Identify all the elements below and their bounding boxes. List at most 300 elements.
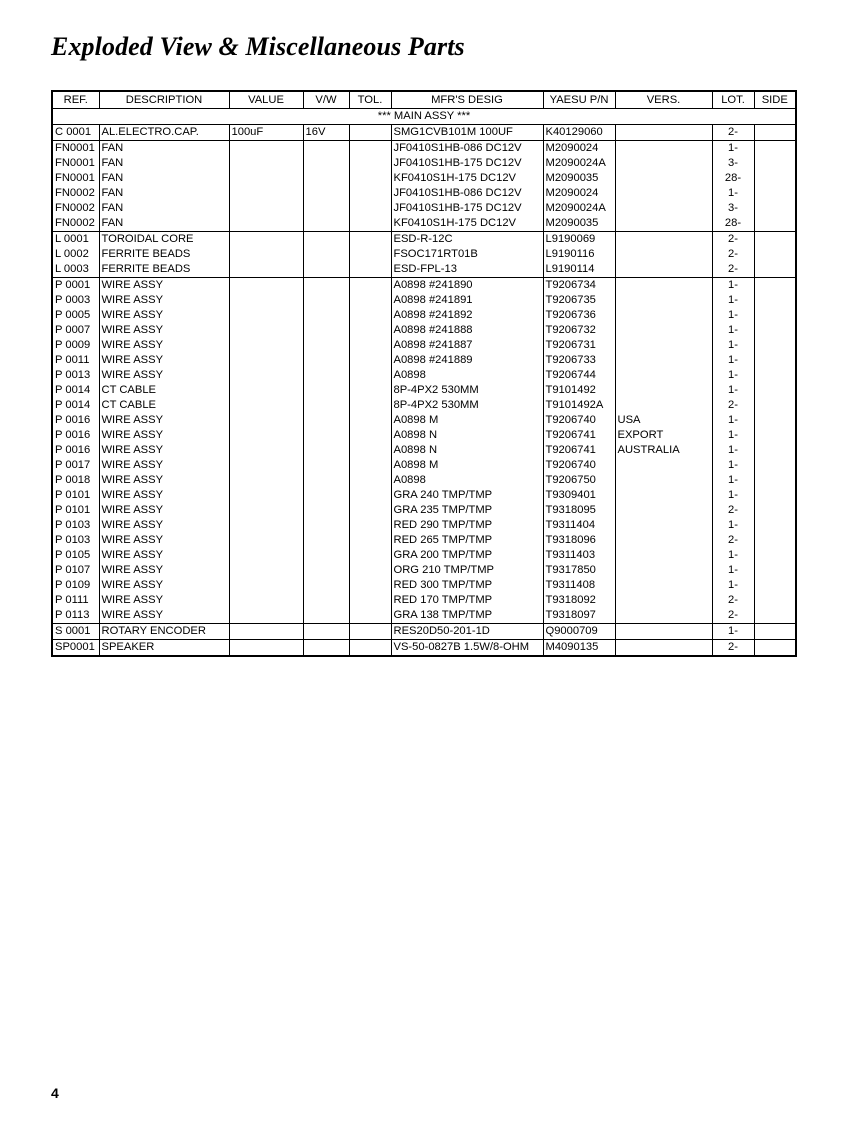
cell-mfr-desig: A0898 N bbox=[391, 443, 543, 458]
cell-vw bbox=[303, 533, 349, 548]
cell-vers bbox=[615, 201, 712, 216]
cell-value bbox=[229, 473, 303, 488]
cell-value bbox=[229, 368, 303, 383]
cell-vers bbox=[615, 533, 712, 548]
cell-mfr-desig: GRA 138 TMP/TMP bbox=[391, 608, 543, 624]
cell-ref: P 0011 bbox=[55, 354, 90, 366]
cell-yaesu-pn: T9206732 bbox=[543, 323, 615, 338]
cell-value bbox=[229, 443, 303, 458]
cell-ref: P 0013 bbox=[55, 369, 91, 381]
cell-ref: P 0103 bbox=[55, 534, 91, 546]
cell-yaesu-pn: T9318096 bbox=[543, 533, 615, 548]
table-row bbox=[52, 578, 796, 593]
cell-side bbox=[754, 262, 796, 278]
cell-value bbox=[229, 186, 303, 201]
cell-vw bbox=[303, 488, 349, 503]
cell-description: WIRE ASSY bbox=[99, 338, 229, 353]
cell-side bbox=[754, 640, 796, 657]
cell-lot: 2- bbox=[712, 640, 754, 657]
cell-yaesu-pn: T9206741 bbox=[543, 428, 615, 443]
cell-vw bbox=[303, 278, 349, 294]
cell-description: SPEAKER bbox=[99, 640, 229, 657]
cell-description: WIRE ASSY bbox=[99, 368, 229, 383]
cell-side bbox=[754, 156, 796, 171]
cell-description: WIRE ASSY bbox=[99, 488, 229, 503]
cell-description: FAN bbox=[99, 201, 229, 216]
cell-vers bbox=[615, 232, 712, 248]
cell-side bbox=[754, 293, 796, 308]
cell-tol bbox=[349, 171, 391, 186]
cell-yaesu-pn: M2090024 bbox=[543, 141, 615, 157]
col-header-mfr-desig: MFR'S DESIG bbox=[391, 91, 543, 109]
cell-description: WIRE ASSY bbox=[99, 413, 229, 428]
cell-value bbox=[229, 563, 303, 578]
cell-mfr-desig: ORG 210 TMP/TMP bbox=[391, 563, 543, 578]
cell-tol bbox=[349, 428, 391, 443]
cell-lot: 1- bbox=[712, 518, 754, 533]
cell-side bbox=[754, 323, 796, 338]
cell-vers bbox=[615, 278, 712, 294]
cell-side bbox=[754, 338, 796, 353]
cell-ref: L 0002 bbox=[55, 248, 89, 260]
cell-value bbox=[229, 578, 303, 593]
cell-vers bbox=[615, 518, 712, 533]
cell-value bbox=[229, 323, 303, 338]
cell-description: WIRE ASSY bbox=[99, 353, 229, 368]
cell-vers bbox=[615, 338, 712, 353]
cell-vw bbox=[303, 398, 349, 413]
cell-vw bbox=[303, 171, 349, 186]
section-heading-row bbox=[52, 109, 796, 125]
cell-yaesu-pn: T9206735 bbox=[543, 293, 615, 308]
cell-value bbox=[229, 308, 303, 323]
cell-ref: SP0001 bbox=[52, 640, 99, 657]
parts-table bbox=[51, 90, 797, 657]
cell-description: CT CABLE bbox=[99, 383, 229, 398]
cell-mfr-desig: A0898 #241891 bbox=[391, 293, 543, 308]
cell-side bbox=[754, 503, 796, 518]
cell-description: WIRE ASSY bbox=[99, 548, 229, 563]
cell-vers bbox=[615, 593, 712, 608]
cell-tol bbox=[349, 156, 391, 171]
cell-vers bbox=[615, 293, 712, 308]
table-row bbox=[52, 171, 796, 186]
cell-value bbox=[229, 518, 303, 533]
cell-ref: P 0101 bbox=[55, 504, 91, 516]
cell-value bbox=[229, 398, 303, 413]
cell-tol bbox=[349, 141, 391, 157]
cell-ref: P 0009 bbox=[55, 339, 91, 351]
cell-tol bbox=[349, 262, 391, 278]
cell-side bbox=[754, 398, 796, 413]
cell-yaesu-pn: T9206741 bbox=[543, 443, 615, 458]
cell-vw bbox=[303, 353, 349, 368]
table-row bbox=[52, 368, 796, 383]
cell-lot: 1- bbox=[712, 353, 754, 368]
cell-tol bbox=[349, 640, 391, 657]
cell-description: WIRE ASSY bbox=[99, 503, 229, 518]
cell-yaesu-pn: M2090035 bbox=[543, 216, 615, 232]
cell-ref: P 0103 bbox=[55, 519, 91, 531]
cell-value bbox=[229, 593, 303, 608]
cell-lot: 28- bbox=[712, 171, 754, 186]
table-header-row bbox=[52, 91, 796, 109]
table-row bbox=[52, 503, 796, 518]
cell-ref: P 0018 bbox=[55, 474, 91, 486]
table-row bbox=[52, 548, 796, 563]
cell-ref: P 0113 bbox=[55, 609, 90, 621]
table-row bbox=[52, 201, 796, 216]
cell-description: WIRE ASSY bbox=[99, 428, 229, 443]
cell-side bbox=[754, 488, 796, 503]
cell-side bbox=[754, 458, 796, 473]
table-row bbox=[52, 398, 796, 413]
cell-mfr-desig: GRA 200 TMP/TMP bbox=[391, 548, 543, 563]
table-row bbox=[52, 323, 796, 338]
cell-ref: P 0003 bbox=[55, 294, 91, 306]
cell-side bbox=[754, 593, 796, 608]
cell-vers bbox=[615, 563, 712, 578]
cell-mfr-desig: RED 290 TMP/TMP bbox=[391, 518, 543, 533]
cell-vw bbox=[303, 624, 349, 640]
cell-yaesu-pn: T9206740 bbox=[543, 413, 615, 428]
cell-yaesu-pn: T9311404 bbox=[543, 518, 615, 533]
cell-tol bbox=[349, 624, 391, 640]
cell-yaesu-pn: T9206733 bbox=[543, 353, 615, 368]
cell-side bbox=[754, 308, 796, 323]
cell-mfr-desig: SMG1CVB101M 100UF bbox=[391, 125, 543, 141]
cell-vw bbox=[303, 368, 349, 383]
cell-lot: 1- bbox=[712, 624, 754, 640]
cell-ref: P 0101 bbox=[55, 489, 91, 501]
table-row bbox=[52, 338, 796, 353]
col-header-side: SIDE bbox=[754, 91, 796, 109]
table-row bbox=[52, 262, 796, 278]
cell-ref: FN0001 bbox=[52, 141, 99, 157]
cell-yaesu-pn: T9206744 bbox=[543, 368, 615, 383]
cell-side bbox=[754, 186, 796, 201]
cell-vers bbox=[615, 608, 712, 624]
cell-lot: 1- bbox=[712, 413, 754, 428]
cell-vw bbox=[303, 608, 349, 624]
cell-side bbox=[754, 216, 796, 232]
cell-side bbox=[754, 247, 796, 262]
table-row bbox=[52, 640, 796, 657]
cell-vw bbox=[303, 458, 349, 473]
cell-vers bbox=[615, 171, 712, 186]
table-row bbox=[52, 473, 796, 488]
cell-side bbox=[754, 232, 796, 248]
table-row bbox=[52, 216, 796, 232]
cell-vers bbox=[615, 503, 712, 518]
cell-vers bbox=[615, 247, 712, 262]
cell-ref: FN0001 bbox=[55, 157, 95, 169]
cell-tol bbox=[349, 323, 391, 338]
cell-vers bbox=[615, 488, 712, 503]
cell-side bbox=[754, 443, 796, 458]
table-row bbox=[52, 247, 796, 262]
cell-side bbox=[754, 141, 796, 157]
cell-value bbox=[229, 141, 303, 157]
cell-description: WIRE ASSY bbox=[99, 443, 229, 458]
cell-ref: P 0109 bbox=[55, 579, 91, 591]
cell-mfr-desig: A0898 #241892 bbox=[391, 308, 543, 323]
cell-lot: 1- bbox=[712, 578, 754, 593]
cell-vers bbox=[615, 156, 712, 171]
cell-ref: C 0001 bbox=[52, 125, 99, 141]
table-row bbox=[52, 141, 796, 157]
cell-description: WIRE ASSY bbox=[99, 278, 229, 294]
table-row bbox=[52, 186, 796, 201]
cell-tol bbox=[349, 593, 391, 608]
cell-vw bbox=[303, 338, 349, 353]
cell-tol bbox=[349, 216, 391, 232]
cell-mfr-desig: A0898 #241887 bbox=[391, 338, 543, 353]
cell-value: 100uF bbox=[229, 125, 303, 141]
cell-lot: 1- bbox=[712, 488, 754, 503]
cell-tol bbox=[349, 533, 391, 548]
cell-ref: FN0002 bbox=[55, 202, 95, 214]
cell-lot: 1- bbox=[712, 293, 754, 308]
cell-side bbox=[754, 518, 796, 533]
cell-lot: 1- bbox=[712, 308, 754, 323]
cell-side bbox=[754, 624, 796, 640]
cell-yaesu-pn: T9318097 bbox=[543, 608, 615, 624]
cell-yaesu-pn: L9190069 bbox=[543, 232, 615, 248]
table-row bbox=[52, 518, 796, 533]
cell-mfr-desig: ESD-FPL-13 bbox=[391, 262, 543, 278]
cell-vw bbox=[303, 593, 349, 608]
cell-tol bbox=[349, 232, 391, 248]
cell-lot: 28- bbox=[712, 216, 754, 232]
cell-side bbox=[754, 171, 796, 186]
cell-side bbox=[754, 563, 796, 578]
cell-yaesu-pn: M2090035 bbox=[543, 171, 615, 186]
cell-value bbox=[229, 171, 303, 186]
cell-vers bbox=[615, 458, 712, 473]
cell-vw bbox=[303, 548, 349, 563]
cell-yaesu-pn: M2090024A bbox=[543, 201, 615, 216]
cell-mfr-desig: JF0410S1HB-175 DC12V bbox=[391, 201, 543, 216]
cell-tol bbox=[349, 413, 391, 428]
cell-description: WIRE ASSY bbox=[99, 578, 229, 593]
cell-lot: 2- bbox=[712, 232, 754, 248]
cell-value bbox=[229, 503, 303, 518]
cell-value bbox=[229, 262, 303, 278]
cell-tol bbox=[349, 338, 391, 353]
cell-value bbox=[229, 488, 303, 503]
cell-yaesu-pn: T9101492 bbox=[543, 383, 615, 398]
cell-vw bbox=[303, 323, 349, 338]
cell-vers bbox=[615, 186, 712, 201]
cell-value bbox=[229, 156, 303, 171]
cell-lot: 2- bbox=[712, 593, 754, 608]
cell-lot: 3- bbox=[712, 156, 754, 171]
cell-value bbox=[229, 624, 303, 640]
cell-vw bbox=[303, 563, 349, 578]
cell-vw bbox=[303, 473, 349, 488]
cell-ref: P 0016 bbox=[55, 429, 91, 441]
cell-yaesu-pn: M2090024A bbox=[543, 156, 615, 171]
table-row bbox=[52, 593, 796, 608]
cell-description: ROTARY ENCODER bbox=[99, 624, 229, 640]
cell-vers bbox=[615, 125, 712, 141]
cell-mfr-desig: JF0410S1HB-086 DC12V bbox=[391, 141, 543, 157]
cell-mfr-desig: A0898 bbox=[391, 473, 543, 488]
cell-lot: 1- bbox=[712, 443, 754, 458]
cell-value bbox=[229, 533, 303, 548]
cell-ref: FN0001 bbox=[55, 172, 95, 184]
cell-side bbox=[754, 608, 796, 624]
cell-side bbox=[754, 125, 796, 141]
cell-yaesu-pn: T9206740 bbox=[543, 458, 615, 473]
table-row bbox=[52, 232, 796, 248]
table-row bbox=[52, 413, 796, 428]
cell-vers bbox=[615, 141, 712, 157]
page-number: 4 bbox=[51, 1085, 59, 1101]
cell-description: FAN bbox=[99, 186, 229, 201]
cell-mfr-desig: A0898 M bbox=[391, 458, 543, 473]
cell-yaesu-pn: K40129060 bbox=[543, 125, 615, 141]
cell-side bbox=[754, 353, 796, 368]
cell-side bbox=[754, 473, 796, 488]
cell-side bbox=[754, 201, 796, 216]
table-row bbox=[52, 278, 796, 294]
cell-tol bbox=[349, 308, 391, 323]
cell-yaesu-pn: M4090135 bbox=[543, 640, 615, 657]
cell-lot: 1- bbox=[712, 338, 754, 353]
cell-tol bbox=[349, 578, 391, 593]
table-row bbox=[52, 624, 796, 640]
cell-description: WIRE ASSY bbox=[99, 593, 229, 608]
cell-vers bbox=[615, 578, 712, 593]
cell-tol bbox=[349, 548, 391, 563]
cell-lot: 2- bbox=[712, 247, 754, 262]
cell-lot: 1- bbox=[712, 458, 754, 473]
cell-side bbox=[754, 533, 796, 548]
cell-value bbox=[229, 640, 303, 657]
cell-vw bbox=[303, 308, 349, 323]
cell-lot: 1- bbox=[712, 278, 754, 294]
cell-tol bbox=[349, 503, 391, 518]
table-row bbox=[52, 563, 796, 578]
cell-ref: P 0017 bbox=[55, 459, 91, 471]
cell-tol bbox=[349, 293, 391, 308]
cell-vw bbox=[303, 413, 349, 428]
cell-value bbox=[229, 338, 303, 353]
cell-value bbox=[229, 278, 303, 294]
cell-tol bbox=[349, 458, 391, 473]
cell-yaesu-pn: T9311408 bbox=[543, 578, 615, 593]
cell-description: FAN bbox=[99, 171, 229, 186]
cell-mfr-desig: GRA 240 TMP/TMP bbox=[391, 488, 543, 503]
cell-description: TOROIDAL CORE bbox=[99, 232, 229, 248]
cell-vers: AUSTRALIA bbox=[615, 443, 712, 458]
col-header-vw: V/W bbox=[303, 91, 349, 109]
cell-vw bbox=[303, 232, 349, 248]
cell-vw bbox=[303, 216, 349, 232]
cell-value bbox=[229, 247, 303, 262]
cell-mfr-desig: KF0410S1H-175 DC12V bbox=[391, 216, 543, 232]
cell-ref: P 0016 bbox=[55, 444, 91, 456]
cell-lot: 1- bbox=[712, 473, 754, 488]
cell-yaesu-pn: T9311403 bbox=[543, 548, 615, 563]
cell-yaesu-pn: T9206736 bbox=[543, 308, 615, 323]
cell-description: FERRITE BEADS bbox=[99, 262, 229, 278]
cell-ref: P 0107 bbox=[55, 564, 91, 576]
cell-vers bbox=[615, 624, 712, 640]
cell-value bbox=[229, 232, 303, 248]
cell-vw bbox=[303, 578, 349, 593]
col-header-value: VALUE bbox=[229, 91, 303, 109]
cell-tol bbox=[349, 443, 391, 458]
cell-yaesu-pn: T9206750 bbox=[543, 473, 615, 488]
cell-mfr-desig: A0898 M bbox=[391, 413, 543, 428]
cell-value bbox=[229, 216, 303, 232]
cell-mfr-desig: GRA 235 TMP/TMP bbox=[391, 503, 543, 518]
cell-yaesu-pn: Q9000709 bbox=[543, 624, 615, 640]
cell-side bbox=[754, 413, 796, 428]
cell-vers bbox=[615, 473, 712, 488]
cell-vers bbox=[615, 216, 712, 232]
cell-tol bbox=[349, 563, 391, 578]
cell-lot: 1- bbox=[712, 563, 754, 578]
cell-side bbox=[754, 368, 796, 383]
cell-value bbox=[229, 548, 303, 563]
table-row bbox=[52, 383, 796, 398]
cell-lot: 2- bbox=[712, 262, 754, 278]
cell-value bbox=[229, 293, 303, 308]
cell-vw bbox=[303, 201, 349, 216]
cell-tol bbox=[349, 488, 391, 503]
cell-vw bbox=[303, 141, 349, 157]
cell-lot: 1- bbox=[712, 141, 754, 157]
cell-side bbox=[754, 578, 796, 593]
cell-mfr-desig: A0898 #241889 bbox=[391, 353, 543, 368]
table-row bbox=[52, 458, 796, 473]
col-header-yaesu-pn: YAESU P/N bbox=[543, 91, 615, 109]
cell-vers bbox=[615, 383, 712, 398]
cell-vw bbox=[303, 443, 349, 458]
cell-value bbox=[229, 413, 303, 428]
cell-mfr-desig: 8P-4PX2 530MM bbox=[391, 398, 543, 413]
col-header-vers: VERS. bbox=[615, 91, 712, 109]
cell-vw bbox=[303, 186, 349, 201]
cell-tol bbox=[349, 608, 391, 624]
cell-vers bbox=[615, 323, 712, 338]
cell-ref: P 0105 bbox=[55, 549, 91, 561]
cell-side bbox=[754, 548, 796, 563]
cell-lot: 2- bbox=[712, 503, 754, 518]
col-header-tol: TOL. bbox=[349, 91, 391, 109]
cell-description: WIRE ASSY bbox=[99, 458, 229, 473]
cell-mfr-desig: RED 170 TMP/TMP bbox=[391, 593, 543, 608]
cell-tol bbox=[349, 398, 391, 413]
cell-description: WIRE ASSY bbox=[99, 293, 229, 308]
cell-vw: 16V bbox=[303, 125, 349, 141]
cell-lot: 2- bbox=[712, 125, 754, 141]
cell-tol bbox=[349, 186, 391, 201]
cell-description: FERRITE BEADS bbox=[99, 247, 229, 262]
cell-mfr-desig: A0898 #241888 bbox=[391, 323, 543, 338]
cell-vw bbox=[303, 640, 349, 657]
cell-mfr-desig: ESD-R-12C bbox=[391, 232, 543, 248]
cell-ref: S 0001 bbox=[52, 624, 99, 640]
cell-mfr-desig: JF0410S1HB-175 DC12V bbox=[391, 156, 543, 171]
table-row bbox=[52, 608, 796, 624]
cell-yaesu-pn: T9318095 bbox=[543, 503, 615, 518]
cell-yaesu-pn: T9101492A bbox=[543, 398, 615, 413]
